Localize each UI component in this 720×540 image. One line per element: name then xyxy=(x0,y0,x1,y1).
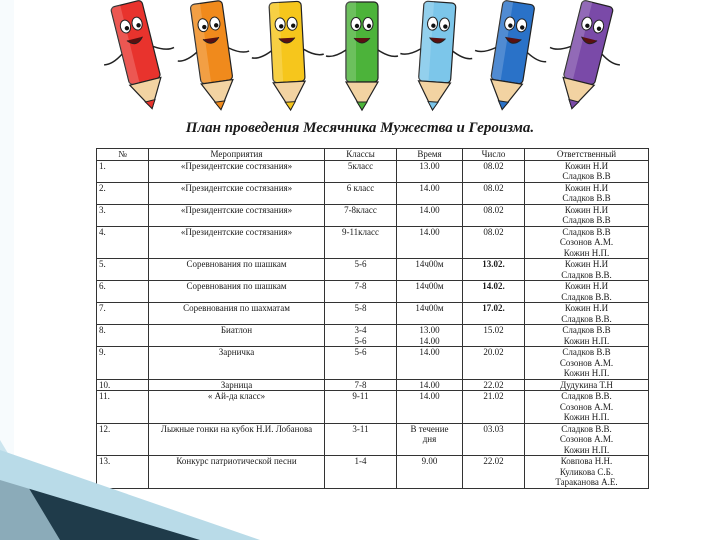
row-responsible-line: Кожин Н.И xyxy=(564,204,609,215)
row-time: 14.00 xyxy=(397,379,463,391)
row-number: 9. xyxy=(97,347,149,380)
row-responsible xyxy=(525,379,649,391)
row-date: 13.02. xyxy=(463,259,525,281)
row-responsible-line: Кожин Н.П. xyxy=(563,368,610,378)
row-date: 08.02 xyxy=(463,226,525,259)
row-number: 13. xyxy=(97,456,149,489)
table-row xyxy=(97,281,649,303)
row-responsible-line: Сладков В.В xyxy=(562,215,611,225)
pencil-character xyxy=(326,2,398,110)
row-responsible-line: Сладков В.В xyxy=(562,226,611,237)
row-event: «Президентские состязания» xyxy=(149,226,325,259)
row-date: 08.02 xyxy=(463,204,525,226)
row-time: 14.00 xyxy=(397,391,463,424)
row-time: 14.00 xyxy=(397,182,463,204)
row-responsible-line: Кожин Н.И xyxy=(564,160,609,171)
row-classes: 9-11класс xyxy=(325,226,397,259)
row-classes: 5-8 xyxy=(325,303,397,325)
row-responsible-line: Ковпова Н.Н. xyxy=(560,456,613,466)
row-responsible xyxy=(525,303,649,325)
row-number: 12. xyxy=(97,423,149,456)
row-time: 14ч00м xyxy=(397,303,463,325)
header-classes: Классы xyxy=(325,149,397,161)
row-responsible xyxy=(525,182,649,204)
row-number: 2. xyxy=(97,182,149,204)
row-classes: 5-6 xyxy=(325,259,397,281)
row-classes-line: 5-6 xyxy=(354,335,367,346)
row-time: 14.00 xyxy=(397,204,463,226)
row-responsible-line: Сладков В.В. xyxy=(561,313,612,324)
row-date: 20.02 xyxy=(463,347,525,380)
row-responsible-line: Кожин Н.И xyxy=(564,182,609,193)
row-responsible-line: Дудукина Т.Н xyxy=(560,379,613,390)
row-responsible-line: Сладков В.В xyxy=(562,171,611,181)
row-event: «Президентские состязания» xyxy=(149,182,325,204)
header-number: № xyxy=(97,149,149,161)
row-number: 11. xyxy=(97,391,149,424)
row-classes: 5-6 xyxy=(325,347,397,380)
row-number: 7. xyxy=(97,303,149,325)
row-responsible-line: Кожин Н.П. xyxy=(563,412,610,422)
row-number: 10. xyxy=(97,379,149,391)
row-event: Зарница xyxy=(149,379,325,391)
row-time: 14.00 xyxy=(397,226,463,259)
row-responsible-line: Созонов А.М. xyxy=(559,237,614,247)
row-time: 9.00 xyxy=(397,456,463,489)
table-row xyxy=(97,204,649,226)
row-date: 08.02 xyxy=(463,182,525,204)
row-responsible xyxy=(525,423,649,456)
row-responsible xyxy=(525,259,649,281)
row-responsible-line: Кожин Н.П. xyxy=(563,444,610,455)
row-responsible-line: Созонов А.М. xyxy=(559,401,614,412)
page-title: План проведения Месячника Мужества и Героизма. xyxy=(185,120,535,136)
row-responsible-line: Кожин Н.П. xyxy=(563,335,610,346)
row-responsible xyxy=(525,226,649,259)
row-responsible-line: Сладков В.В. xyxy=(561,391,612,401)
row-number: 5. xyxy=(97,259,149,281)
row-event: Соревнования по шашкам xyxy=(149,281,325,303)
pencil-character xyxy=(537,0,620,117)
row-event: «Президентские состязания» xyxy=(149,160,325,182)
row-event: Конкурс патриотической песни xyxy=(149,456,325,489)
smiling-pencils-icon xyxy=(100,0,620,118)
row-responsible xyxy=(525,456,649,489)
row-responsible-line: Сладков В.В. xyxy=(561,291,612,302)
header-time: Время xyxy=(397,149,463,161)
table-row xyxy=(97,347,649,380)
row-number: 4. xyxy=(97,226,149,259)
row-classes: 5класс xyxy=(325,160,397,182)
row-responsible xyxy=(525,347,649,380)
row-classes: 7-8 xyxy=(325,281,397,303)
row-number: 1. xyxy=(97,160,149,182)
header-event: Мероприятия xyxy=(149,149,325,161)
row-event: Лыжные гонки на кубок Н.И. Лобанова xyxy=(149,423,325,456)
row-time: 14.00 xyxy=(397,347,463,380)
row-responsible-line: Тараканова А.Е. xyxy=(555,477,618,487)
table-row xyxy=(97,259,649,281)
table-row xyxy=(97,182,649,204)
row-responsible-line: Созонов А.М. xyxy=(559,357,614,368)
row-time: 14ч00м xyxy=(397,281,463,303)
table-row xyxy=(97,391,649,424)
row-number: 8. xyxy=(97,325,149,347)
row-responsible-line: Сладков В.В xyxy=(562,325,611,335)
table-header-row xyxy=(97,149,649,161)
row-responsible-line: Кожин Н.И xyxy=(564,259,609,269)
row-event: «Президентские состязания» xyxy=(149,204,325,226)
row-classes: 7-8класс xyxy=(325,204,397,226)
row-number: 6. xyxy=(97,281,149,303)
row-responsible-line: Кожин Н.И xyxy=(564,281,609,291)
row-date: 14.02. xyxy=(463,281,525,303)
row-responsible-line: Кожин Н.П. xyxy=(563,247,610,258)
row-event: « Ай-да класс» xyxy=(149,391,325,424)
row-time: 13.00 xyxy=(397,160,463,182)
row-time xyxy=(397,325,463,347)
row-responsible-line: Сладков В.В. xyxy=(561,269,612,280)
row-classes: 6 класс xyxy=(325,182,397,204)
row-responsible-line: Сладков В.В xyxy=(562,193,611,203)
row-classes: 3-11 xyxy=(325,423,397,456)
row-responsible-line: Кожин Н.И xyxy=(564,303,609,313)
row-responsible xyxy=(525,281,649,303)
row-time-line: В течение xyxy=(410,423,449,434)
pencil-character xyxy=(467,0,555,115)
row-responsible xyxy=(525,325,649,347)
plan-table-container xyxy=(96,148,648,489)
row-date: 21.02 xyxy=(463,391,525,424)
header-responsible: Ответственный xyxy=(525,149,649,161)
row-classes: 1-4 xyxy=(325,456,397,489)
row-responsible xyxy=(525,204,649,226)
row-responsible xyxy=(525,391,649,424)
plan-table xyxy=(96,148,649,489)
row-responsible xyxy=(525,160,649,182)
row-event: Соревнования по шахматам xyxy=(149,303,325,325)
row-responsible-line: Куликова С.Б. xyxy=(559,466,614,477)
table-row xyxy=(97,379,649,391)
row-event: Зарничка xyxy=(149,347,325,380)
row-date: 08.02 xyxy=(463,160,525,182)
table-row xyxy=(97,160,649,182)
row-event: Соревнования по шашкам xyxy=(149,259,325,281)
row-classes xyxy=(325,325,397,347)
row-time xyxy=(397,423,463,456)
table-row xyxy=(97,226,649,259)
pencil-character xyxy=(170,0,256,115)
row-number: 3. xyxy=(97,204,149,226)
row-time-line: 13.00 xyxy=(419,325,440,335)
header-date: Число xyxy=(463,149,525,161)
row-date: 22.02 xyxy=(463,379,525,391)
corner-decoration xyxy=(0,440,260,540)
row-date: 17.02. xyxy=(463,303,525,325)
pencil-character xyxy=(249,0,327,112)
row-event: Биатлон xyxy=(149,325,325,347)
row-responsible-line: Сладков В.В xyxy=(562,347,611,357)
pencil-character xyxy=(397,0,476,112)
table-row xyxy=(97,325,649,347)
row-time-line: 14.00 xyxy=(419,335,440,346)
row-classes: 7-8 xyxy=(325,379,397,391)
row-time: 14ч00м xyxy=(397,259,463,281)
row-classes: 9-11 xyxy=(325,391,397,424)
row-date: 03.03 xyxy=(463,423,525,456)
pencil-character xyxy=(100,0,187,117)
row-responsible-line: Созонов А.М. xyxy=(559,434,614,444)
row-responsible-line: Сладков В.В. xyxy=(561,423,612,434)
row-date: 15.02 xyxy=(463,325,525,347)
row-time-line: дня xyxy=(422,434,437,444)
row-classes-line: 3-4 xyxy=(354,325,367,335)
row-date: 22.02 xyxy=(463,456,525,489)
table-row xyxy=(97,303,649,325)
